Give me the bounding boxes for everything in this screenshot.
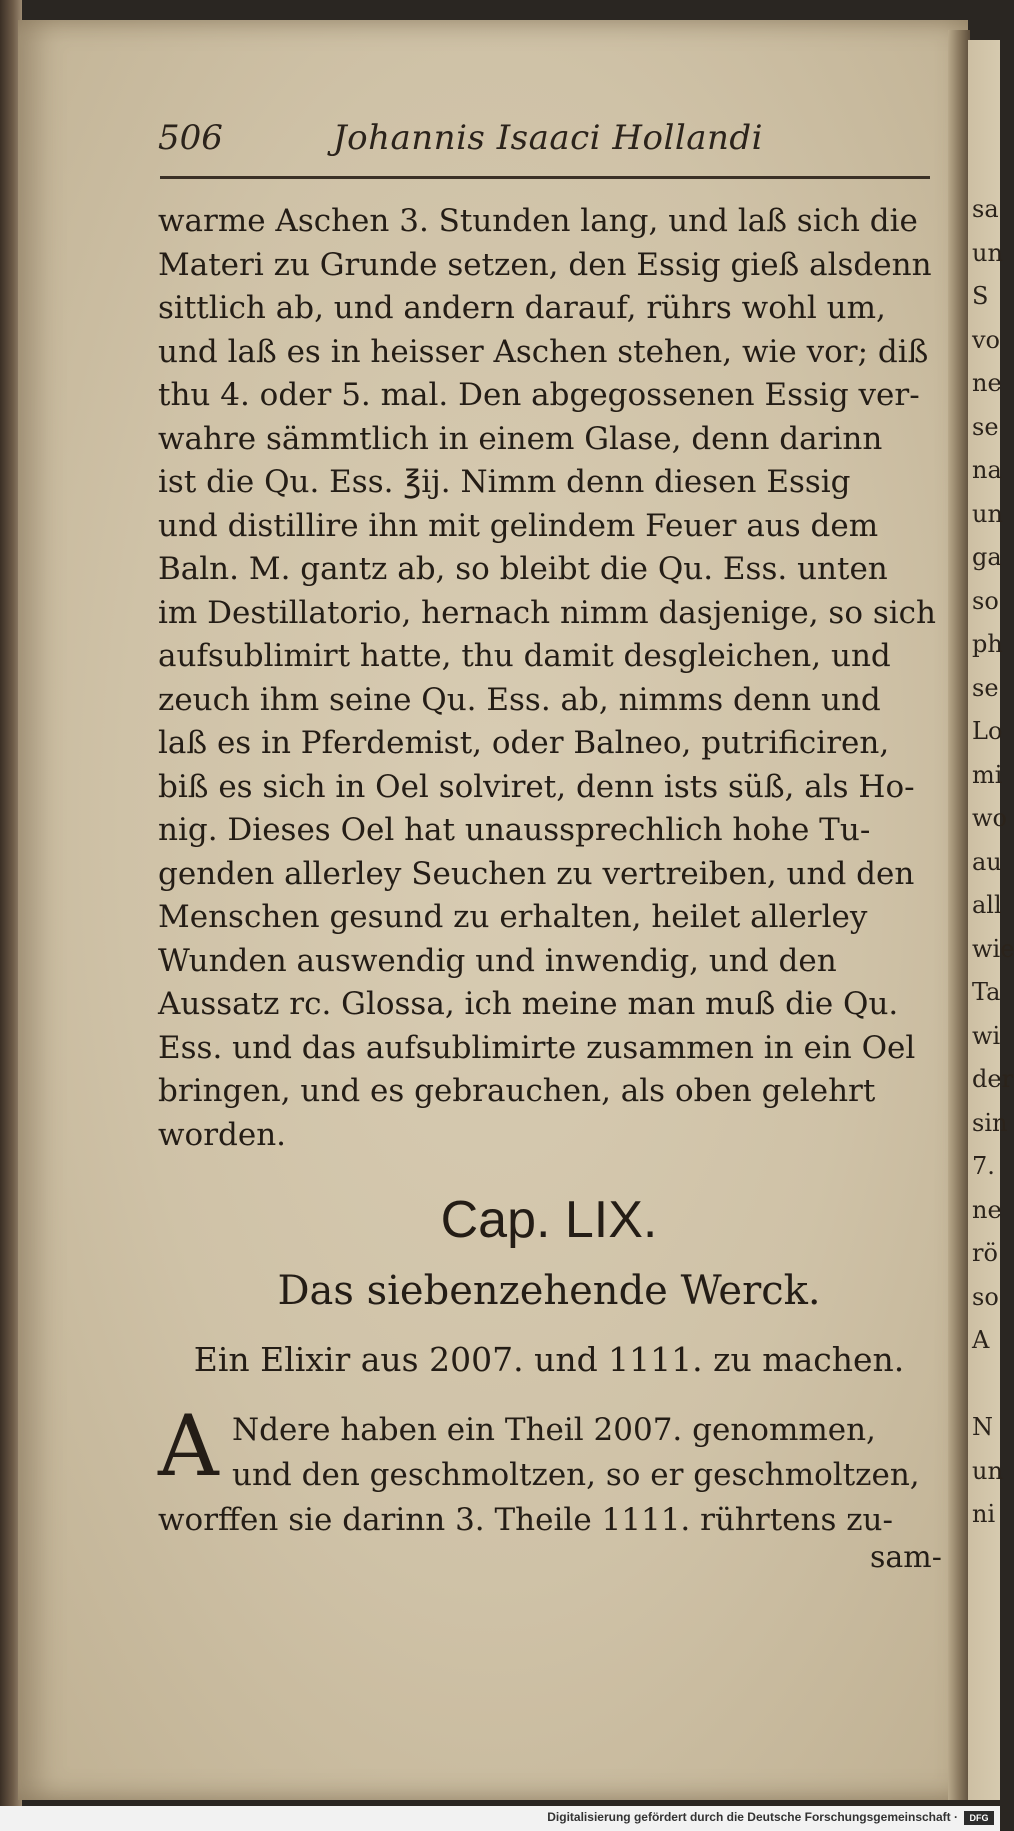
- text-line: aufsublimirt hatte, thu damit desgleichen, und: [158, 638, 891, 674]
- facing-page-fragment: ni: [972, 1500, 996, 1528]
- facing-page-fragment: sin: [972, 1108, 1008, 1137]
- text-line: worden.: [158, 1116, 287, 1153]
- facing-page-fragment: ne: [972, 1195, 1002, 1224]
- facing-page-fragment: un: [972, 238, 1003, 267]
- facing-page-fragment: ga: [972, 543, 1002, 571]
- facing-page-fragment: vo: [972, 325, 1001, 354]
- text-line: Menschen gesund zu erhalten, heilet allerley: [158, 899, 868, 935]
- text-line: Baln. M. gantz ab, so bleibt die Qu. Ess. unten: [158, 551, 888, 587]
- facing-page-fragment: Lo: [972, 717, 1003, 745]
- facing-page-fragment: der: [972, 1065, 1014, 1093]
- dfg-logo: DFG: [964, 1811, 994, 1825]
- facing-page-fragment: rö: [972, 1239, 998, 1267]
- text-line: Materi zu Grunde setzen, den Essig gieß alsdenn: [158, 246, 932, 283]
- text-line: nig. Dieses Oel hat unaussprechlich hohe Tu-: [158, 812, 871, 848]
- text-line: thu 4. oder 5. mal. Den abgegossenen Essig ver-: [158, 377, 920, 413]
- footer-credit: Digitalisierung gefördert durch die Deutsche Forschungsgemeinschaft ·: [547, 1810, 958, 1824]
- text-line: zeuch ihm seine Qu. Ess. ab, nimms denn und: [158, 681, 881, 718]
- facing-page-fragment: so: [972, 1282, 999, 1311]
- chapter-subtitle: Ein Elixir aus 2007. und 1111. zu machen.: [193, 1340, 905, 1379]
- facing-page-fragment: all: [972, 891, 1002, 919]
- text-line: und laß es in heisser Aschen stehen, wie vor; diß: [158, 333, 929, 370]
- facing-page-fragment: wie: [972, 934, 1014, 963]
- facing-page-fragment: ph: [972, 630, 1003, 658]
- facing-page-fragment: un: [972, 1456, 1003, 1485]
- text-line: laß es in Pferdemist, oder Balneo, putrificiren,: [158, 725, 890, 761]
- text-line: Wunden auswendig und inwendig, und den: [158, 942, 837, 979]
- facing-page-fragment: wo: [972, 804, 1007, 832]
- body-paragraph: [158, 200, 940, 1157]
- facing-page-fragment: 7.: [972, 1152, 995, 1180]
- facing-page-fragment: se: [972, 412, 999, 441]
- facing-page-fragment: na: [972, 456, 1002, 484]
- text-line: warme Aschen 3. Stunden lang, und laß sich die: [158, 203, 918, 239]
- facing-page-fragment: Ta: [972, 978, 1001, 1006]
- facing-page-fragment: S: [972, 282, 989, 310]
- footer-strip: [0, 1806, 1000, 1831]
- facing-page-fragment: N: [972, 1413, 993, 1441]
- facing-page-fragment: sa: [972, 195, 999, 223]
- chapter-number: Cap. LIX.: [440, 1191, 658, 1249]
- running-title: Johannis Isaaci Hollandi: [333, 118, 764, 158]
- text-line: biß es sich in Oel solviret, denn ists süß, als Ho-: [158, 768, 915, 805]
- text-line: Ess. und das aufsublimirte zusammen in ein Oel: [158, 1029, 916, 1066]
- page-header: [158, 118, 938, 168]
- text-line: genden allerley Seuchen zu vertreiben, und den: [158, 855, 915, 892]
- facing-page-fragment: un: [972, 499, 1003, 528]
- catchword: sam-: [870, 1540, 942, 1575]
- header-rule: [160, 176, 930, 179]
- facing-page-fragment: wi: [972, 1021, 1001, 1050]
- facing-page-fragment: mi: [972, 760, 1003, 789]
- facing-page-sliver: [968, 40, 1014, 1800]
- drop-cap: A: [158, 1397, 219, 1495]
- text-line: ist die Qu. Ess. ℥ij. Nimm denn diesen Essig: [158, 464, 851, 500]
- chapter-title: Das siebenzehende Werck.: [277, 1268, 821, 1314]
- text-line: und den geschmoltzen, so er geschmoltzen,: [232, 1457, 920, 1493]
- facing-page-fragment: se: [972, 673, 999, 702]
- text-line: wahre sämmtlich in einem Glase, denn darinn: [158, 420, 883, 457]
- text-line: Ndere haben ein Theil 2007. genommen,: [232, 1412, 876, 1448]
- text-line: Aussatz rc. Glossa, ich meine man muß die Qu.: [158, 986, 899, 1022]
- text-line: und distillire ihn mit gelindem Feuer aus dem: [158, 507, 879, 544]
- facing-page-fragment: au: [972, 847, 1002, 876]
- text-line: sittlich ab, und andern darauf, rührs wohl um,: [158, 290, 886, 326]
- page-number: 506: [158, 118, 223, 158]
- text-line: worffen sie darinn 3. Theile 1111. rührtens zu-: [158, 1502, 893, 1538]
- facing-page-fragment: so: [972, 586, 999, 615]
- facing-page-fragment: ne: [972, 369, 1002, 397]
- facing-page-fragment: A: [972, 1326, 990, 1354]
- text-line: im Destillatorio, hernach nimm dasjenige, so sich: [158, 594, 937, 631]
- second-paragraph: [158, 1397, 940, 1543]
- book-gutter: [948, 30, 970, 1800]
- text-line: bringen, und es gebrauchen, als oben gelehrt: [158, 1073, 876, 1109]
